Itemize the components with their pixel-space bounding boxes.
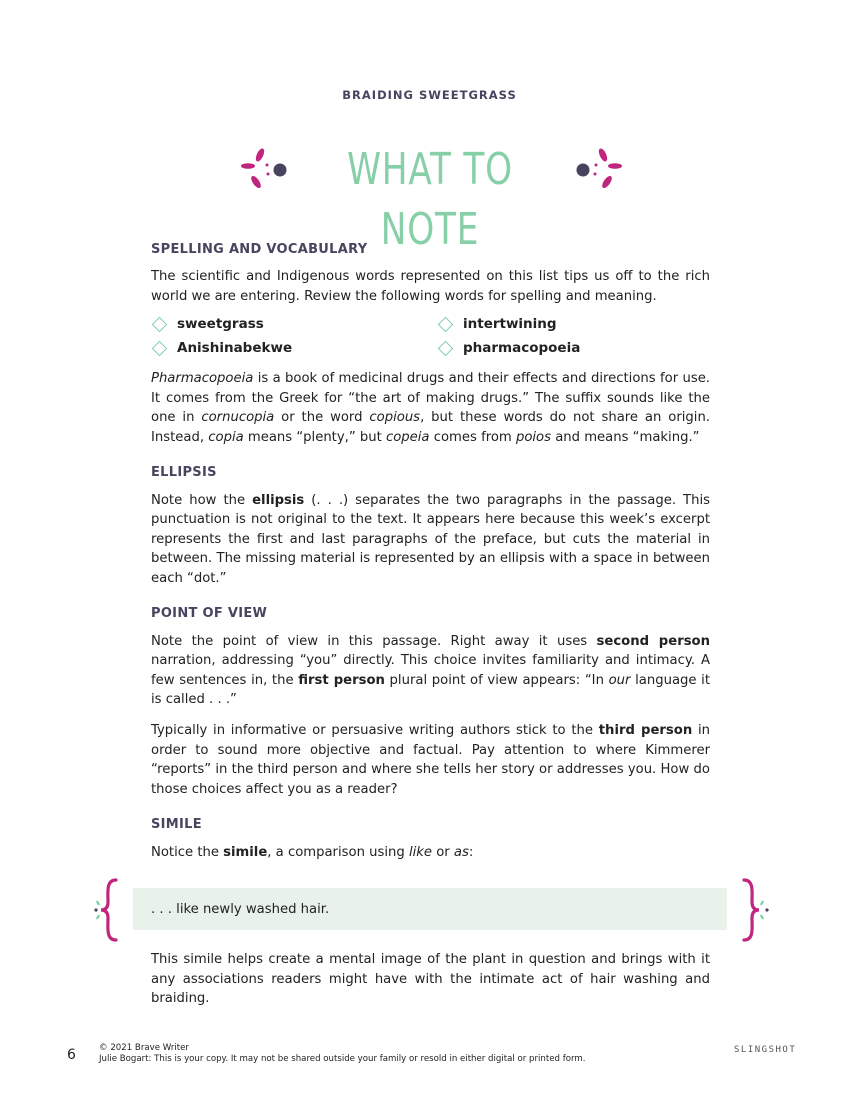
simile-quote-box [133,888,727,930]
burst-ornament-icon [573,146,629,194]
copyright-line: © 2021 Brave Writer [99,1043,189,1053]
spelling-intro: The scientific and Indigenous words represented on this list tips us off to the rich world we are entering. Review the following words for spelling and meaning. [151,269,710,304]
license-notice: Julie Bogart: This is your copy. It may not be shared outside your family or resold in either digital or printed form. [99,1054,586,1064]
page-number: 6 [67,1047,76,1063]
section-heading-ellipsis: ELLIPSIS [151,464,217,480]
vocab-item [151,340,437,356]
vocab-word: sweetgrass [177,316,264,333]
section-heading-simile: SIMILE [151,817,202,833]
ellipsis-paragraph: Note how the ellipsis (. . .) separates the two paragraphs in the passage. This punctuation is not original to the text. It appears here because this week’s excerpt represents the first and last paragraphs of the preface, but cuts the material in between. The missing material is represented by an ellipsis with a space in between each “dot.” [151,492,710,586]
vocab-item [437,316,710,332]
simile-quote: . . . like newly washed hair. [151,901,330,917]
diamond-bullet-icon [152,316,168,332]
curly-brace-icon [92,878,122,942]
main-content [151,242,710,863]
section-heading-spelling: SPELLING AND VOCABULARY [151,242,368,257]
brand-logo: SLINGSHOT [734,1045,797,1055]
vocab-word: pharmacopoeia [463,340,581,357]
vocab-word: intertwining [463,316,557,333]
section-heading-pov: POINT OF VIEW [151,605,268,621]
footer-text [99,1043,585,1065]
curly-brace-icon [738,878,772,942]
vocab-item [151,316,437,332]
diamond-bullet-icon [152,340,168,356]
pov-paragraph-1: Note the point of view in this passage. Right away it uses second person narration, addressing “you” directly. This choice invites familiarity and intimacy. A few sentences in, the first person plural point of view appears: “In our language it is called . . .” [151,633,710,708]
burst-ornament-icon [234,146,290,194]
vocab-item [437,340,710,356]
simile-outro: This simile helps create a mental image of the plant in question and brings with it any associations readers might have with the intimate act of hair washing and braiding. [151,952,710,1007]
page-title: WHAT TO NOTE [347,144,513,255]
pharmacopoeia-paragraph: Pharmacopoeia is a book of medicinal drugs and their effects and directions for use. It comes from the Greek for “the art of making drugs.” The suffix sounds like the one in cornucopia or the word copious, but these words do not share an origin. Instead, copia means “plenty,” but copeia comes from poios and means “making.” [151,371,710,445]
diamond-bullet-icon [438,316,454,332]
diamond-bullet-icon [438,340,454,356]
vocab-word: Anishinabekwe [177,340,293,357]
simile-intro: Notice the simile, a comparison using like or as: [151,845,474,861]
vocab-list [151,316,710,356]
pov-paragraph-2: Typically in informative or persuasive writing authors stick to the third person in order to sound more objective and factual. Pay attention to where Kimmerer “reports” in the third person and where she tells her story or addresses you. How do those choices affect you as a reader? [151,722,710,797]
running-header: BRAIDING SWEETGRASS [342,88,517,102]
